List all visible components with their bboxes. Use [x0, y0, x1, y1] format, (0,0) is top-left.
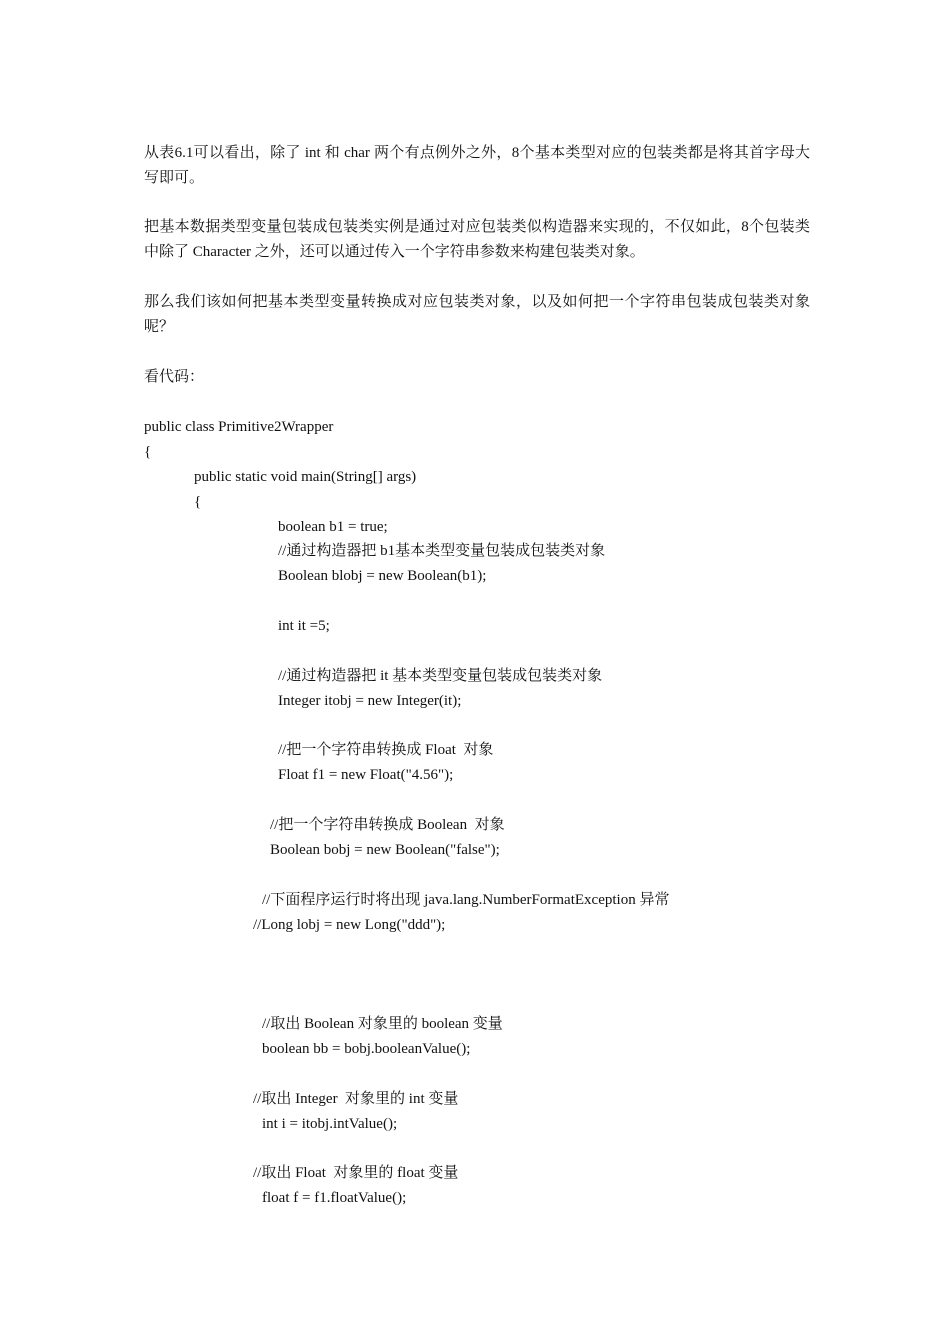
code-line-boolean-bb: boolean bb = bobj.booleanValue();	[262, 1041, 471, 1057]
paragraph-see-code: 看代码：	[144, 369, 205, 385]
code-line-int-i: int i = itobj.intValue();	[262, 1116, 398, 1132]
code-line-float-f: float f = f1.floatValue();	[262, 1190, 407, 1206]
code-line-class-decl: public class Primitive2Wrapper	[144, 419, 334, 435]
paragraph-question: 那么我们该如何把基本类型变量转换成对应包装类对象，以及如何把一个字符串包装成包装类对象呢？	[144, 294, 810, 335]
code-line-long-lobj: //Long lobj = new Long("ddd");	[253, 917, 446, 933]
code-line-float-f1: Float f1 = new Float("4.56");	[278, 767, 454, 783]
code-line-main-decl: public static void main(String[] args)	[194, 469, 417, 485]
code-line-boolean-b1: boolean b1 = true;	[278, 519, 388, 535]
code-comment-wrap-b1: //通过构造器把 b1基本类型变量包装成包装类对象	[278, 543, 606, 559]
code-line-blobj: Boolean blobj = new Boolean(b1);	[278, 568, 487, 584]
code-line-main-open-brace: {	[194, 494, 202, 510]
code-comment-get-int: //取出 Integer 对象里的 int 变量	[253, 1091, 459, 1107]
code-comment-string-to-boolean: //把一个字符串转换成 Boolean 对象	[270, 817, 505, 833]
paragraph-wrapper-construction: 把基本数据类型变量包装成包装类实例是通过对应包装类似构造器来实现的，不仅如此，8个包装类中除了 Character 之外，还可以通过传入一个字符串参数来构建包装类对象。	[144, 219, 810, 260]
paragraph-wrapper-naming: 从表6.1可以看出，除了 int 和 char 两个有点例外之外，8个基本类型对应的包装类都是将其首字母大写即可。	[144, 145, 810, 186]
code-line-itobj: Integer itobj = new Integer(it);	[278, 693, 462, 709]
code-comment-get-boolean: //取出 Boolean 对象里的 boolean 变量	[262, 1016, 503, 1032]
code-comment-get-float: //取出 Float 对象里的 float 变量	[253, 1165, 459, 1181]
code-line-bobj: Boolean bobj = new Boolean("false");	[270, 842, 500, 858]
code-comment-exception: //下面程序运行时将出现 java.lang.NumberFormatException 异常	[262, 892, 670, 908]
code-comment-string-to-float: //把一个字符串转换成 Float 对象	[278, 742, 494, 758]
code-comment-wrap-it: //通过构造器把 it 基本类型变量包装成包装类对象	[278, 668, 603, 684]
code-line-class-open-brace: {	[144, 444, 152, 460]
code-line-int-it: int it =5;	[278, 618, 330, 634]
